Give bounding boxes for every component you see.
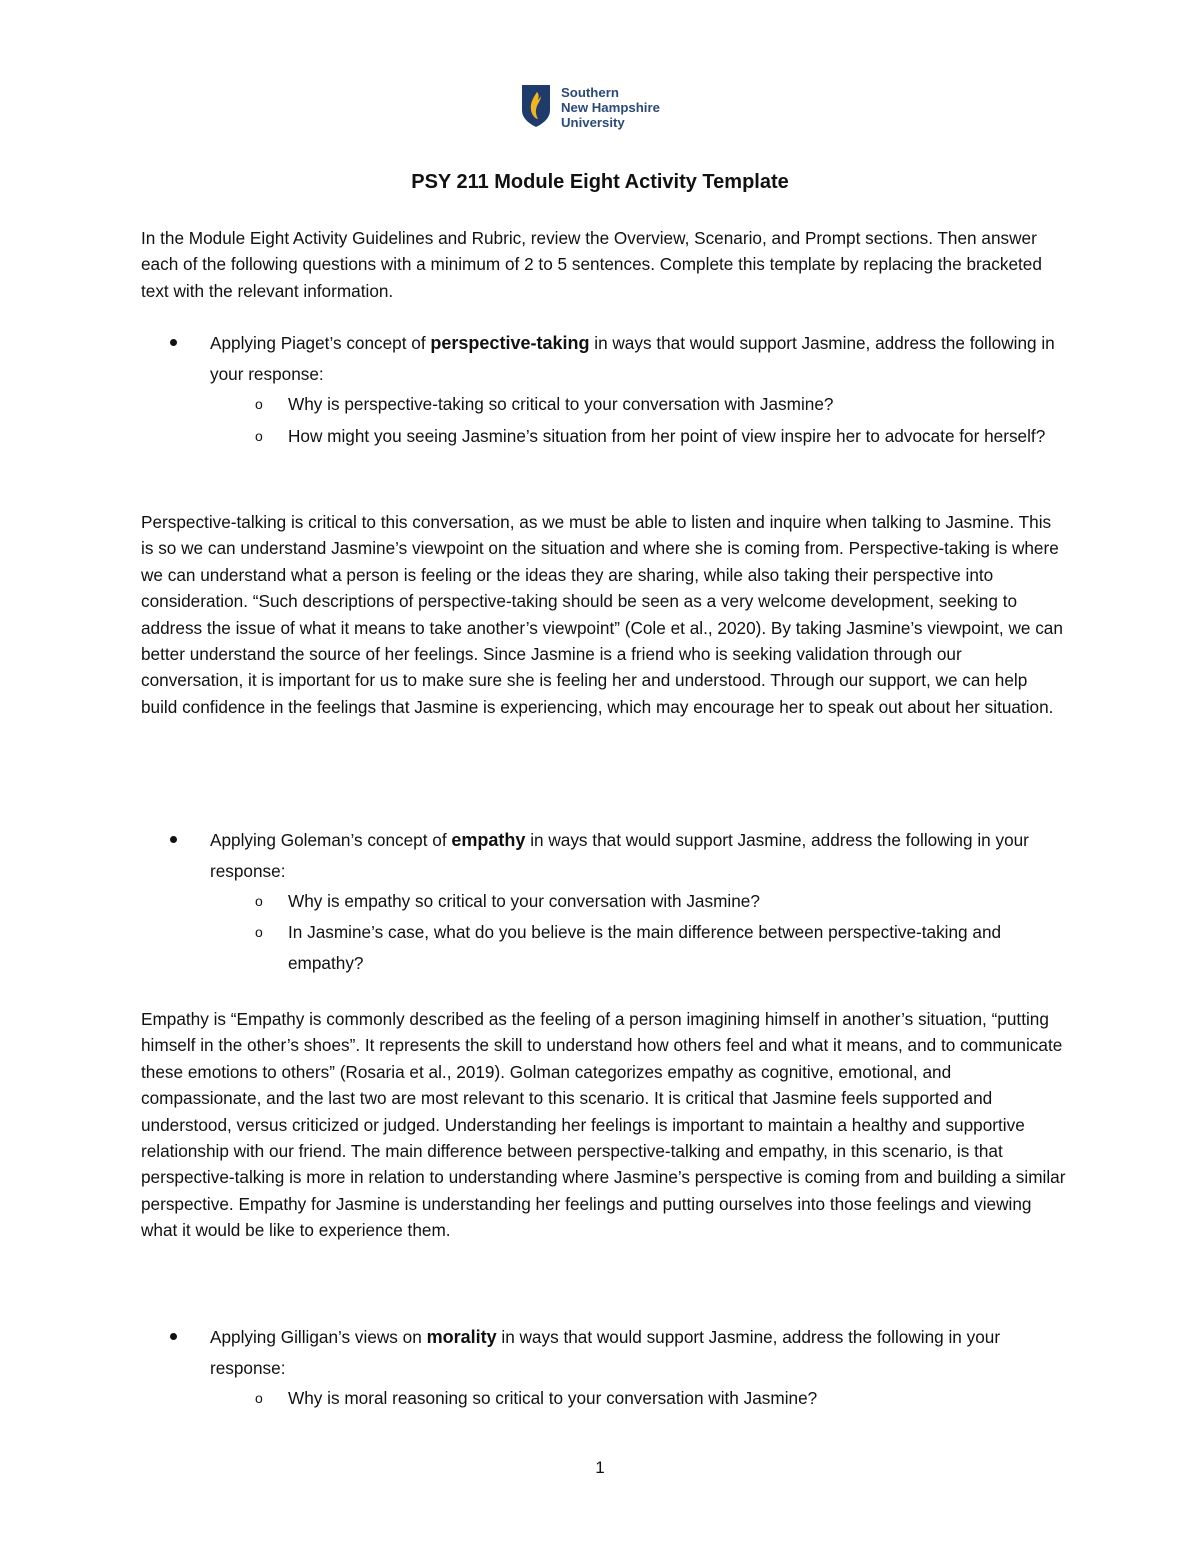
- sub-bullet-marker: o: [255, 428, 263, 444]
- university-logo: [521, 84, 660, 130]
- bullet-text-start: Applying Gilligan’s views on: [210, 1327, 427, 1347]
- bullet-text-start: Applying Piaget’s concept of: [210, 333, 431, 353]
- bullet-text-end: in ways that would support Jasmine, address the following in your response:: [210, 1327, 1001, 1378]
- page-number: 1: [595, 1458, 605, 1477]
- logo-wordmark: [561, 85, 660, 130]
- bullet-text-start: Applying Goleman’s concept of: [210, 830, 452, 850]
- bullet-keyword: empathy: [451, 830, 526, 850]
- logo-line-2: New Hampshire: [561, 100, 660, 115]
- logo-line-1: Southern: [561, 85, 619, 100]
- sub-bullet-marker: o: [255, 396, 263, 412]
- bullet-text: [210, 328, 1070, 390]
- bullet-text: [210, 825, 1070, 887]
- sub-bullet-marker: o: [255, 1390, 263, 1406]
- sub-bullet-marker: o: [255, 893, 263, 909]
- logo-line-3: University: [561, 115, 625, 130]
- bullet-text-end: in ways that would support Jasmine, address the following in your response:: [210, 830, 1029, 881]
- shield-flame-icon: [521, 84, 551, 128]
- sub-question-text: Why is moral reasoning so critical to your conversation with Jasmine?: [288, 1388, 818, 1408]
- document-title: PSY 211 Module Eight Activity Template: [411, 171, 789, 193]
- bullet-text: [210, 1322, 1070, 1384]
- sub-bullet-marker: o: [255, 924, 263, 940]
- bullet-text-end: in ways that would support Jasmine, address the following in your response:: [210, 333, 1055, 384]
- intro-paragraph: In the Module Eight Activity Guidelines and Rubric, review the Overview, Scenario, and Prompt sections. Then answer each of the following questions with a minimum of 2 to 5 sentences. Complete this template by replacing the bracketed text with the relevant information.: [141, 228, 1042, 301]
- bullet-dot: [170, 339, 177, 346]
- sub-question-text: In Jasmine’s case, what do you believe is the main difference between perspective-taking and empathy?: [288, 922, 1002, 973]
- sub-question-text: How might you seeing Jasmine’s situation from her point of view inspire her to advocate for herself?: [288, 426, 1046, 446]
- bullet-keyword: morality: [426, 1327, 497, 1347]
- answer-paragraph-empathy: Empathy is “Empathy is commonly described as the feeling of a person imagining himself in another’s situation, “putting himself in the other’s shoes”. It represents the skill to understand how others feel and what it means, and to communicate these emotions to others” (Rosaria et al., 2019). Golman categorizes empathy as cognitive, emotional, and compassionate, and the last two are most relevant to this scenario. It is critical that Jasmine feels supported and understood, versus criticized or judged. Understanding her feelings is important to maintain a healthy and supportive relationship with our friend. The main difference between perspective-talking and empathy, in this scenario, is that perspective-talking is more in relation to understanding where Jasmine’s perspective is coming from and building a similar perspective. Empathy for Jasmine is understanding her feelings and putting ourselves into those feelings and viewing what it would be like to experience them.: [141, 1009, 1066, 1241]
- sub-question-text: Why is perspective-taking so critical to your conversation with Jasmine?: [288, 394, 834, 414]
- answer-paragraph-perspective-taking: Perspective-talking is critical to this conversation, as we must be able to listen and inquire when talking to Jasmine. This is so we can understand Jasmine’s viewpoint on the situation and where she is coming from. Perspective-taking is where we can understand what a person is feeling or the ideas they are sharing, while also taking their perspective into consideration. “Such descriptions of perspective-taking should be seen as a very welcome development, seeking to address the issue of what it means to take another’s viewpoint” (Cole et al., 2020). By taking Jasmine’s viewpoint, we can better understand the source of her feelings. Since Jasmine is a friend who is seeking validation through our conversation, it is important for us to make sure she is feeling her and understood. Through our support, we can help build confidence in the feelings that Jasmine is experiencing, which may encourage her to speak out about her situation.: [141, 512, 1063, 717]
- bullet-dot: [170, 1333, 177, 1340]
- bullet-keyword: perspective-taking: [430, 333, 590, 353]
- bullet-dot: [170, 836, 177, 843]
- sub-question-text: Why is empathy so critical to your conversation with Jasmine?: [288, 891, 760, 911]
